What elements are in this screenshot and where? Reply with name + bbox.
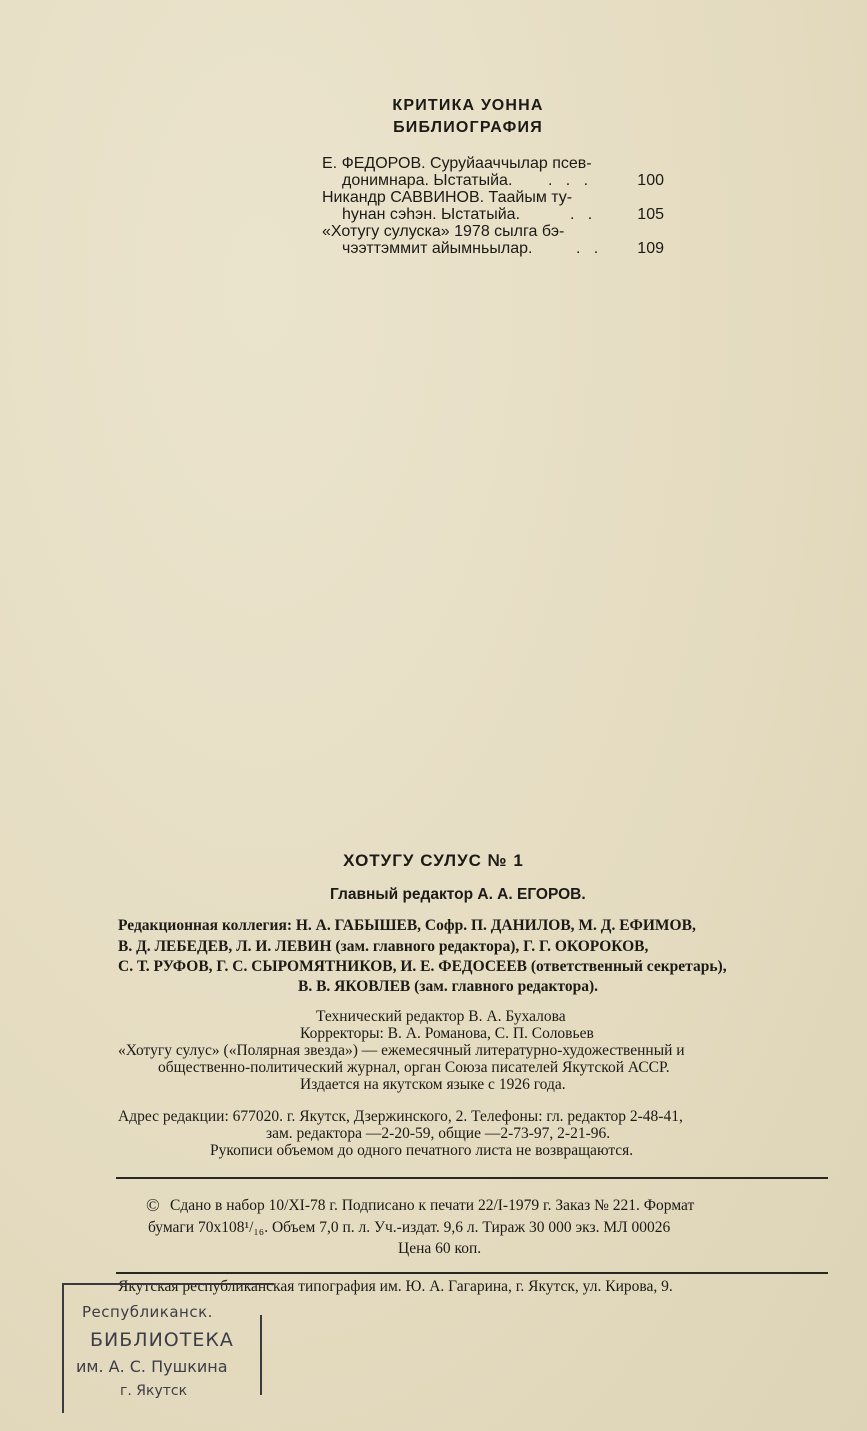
correctors: Корректоры: В. А. Романова, С. П. Соловьев — [300, 1025, 594, 1042]
toc-entry-3-line1: «Хотугу сулуска» 1978 сылга бэ- — [322, 223, 565, 240]
toc-entry-3-line2: чээттэммит айымньылар. — [342, 240, 533, 257]
divider-rule — [116, 1177, 828, 1179]
toc-entry-1-line1: Е. ФЕДОРОВ. Суруйааччылар псев- — [322, 155, 592, 172]
address-line1: Адрес редакции: 677020. г. Якутск, Дзержинского, 2. Телефоны: гл. редактор 2-48-41, — [118, 1108, 683, 1125]
address-line2: зам. редактора —2-20-59, общие —2-73-97, 2-21-96. — [266, 1125, 611, 1142]
board-line-2: В. Д. ЛЕБЕДЕВ, Л. И. ЛЕВИН (зам. главного редактора), Г. Г. ОКОРОКОВ, — [118, 938, 649, 955]
toc-leader: . . . — [548, 172, 589, 189]
imprint-line1: Сдано в набор 10/XI-78 г. Подписано к печати 22/I-1979 г. Заказ № 221. Формат — [170, 1197, 695, 1214]
journal-description-line3: Издается на якутском языке с 1926 года. — [300, 1076, 566, 1093]
toc-entry-2-line2: һунан сэһэн. Ыстатыйа. — [342, 206, 521, 223]
stamp-line2: БИБЛИОТЕКА — [90, 1329, 234, 1351]
board-line-4: В. В. ЯКОВЛЕВ (зам. главного редактора). — [298, 978, 598, 995]
manuscripts-note: Рукописи объемом до одного печатного листа не возвращаются. — [210, 1142, 634, 1159]
board-line-1: Редакционная коллегия: Н. А. ГАБЫШЕВ, Софр. П. ДАНИЛОВ, М. Д. ЕФИМОВ, — [118, 917, 696, 934]
section-title-line1: КРИТИКА УОННА — [392, 97, 544, 114]
toc-entry-3-page: 109 — [637, 240, 664, 257]
toc-entry-2-page: 105 — [637, 206, 664, 223]
board-line-3: С. Т. РУФОВ, Г. С. СЫРОМЯТНИКОВ, И. Е. ФЕДОСЕЕВ (ответственный секретарь), — [118, 958, 727, 975]
toc-entry-1-line2: донимнара. Ыстатыйа. — [342, 172, 513, 189]
stamp-line3: им. А. С. Пушкина — [76, 1357, 228, 1376]
issue-title: ХОТУГУ СУЛУС № 1 — [343, 851, 524, 870]
imprint-line2: бумаги 70х108¹/₁₆. Объем 7,0 п. л. Уч.-издат. 9,6 л. Тираж 30 000 экз. МЛ 00026 — [148, 1219, 671, 1236]
printer-line: Якутская республиканская типография им. Ю. А. Гагарина, г. Якутск, ул. Кирова, 9. — [118, 1278, 673, 1295]
toc-leader: . . — [576, 240, 599, 257]
price: Цена 60 коп. — [398, 1240, 482, 1257]
section-title-line2: БИБЛИОГРАФИЯ — [393, 119, 543, 136]
copyright-sign: © — [146, 1195, 160, 1215]
stamp-line4: г. Якутск — [120, 1383, 188, 1399]
stamp-line1: Республиканск. — [82, 1303, 213, 1321]
toc-leader: . . — [570, 206, 593, 223]
library-stamp — [62, 1283, 274, 1413]
journal-description-line2: общественно-политический журнал, орган Союза писателей Якутской АССР. — [158, 1059, 670, 1076]
toc-entry-2-line1: Никандр САВВИНОВ. Таайым ту- — [322, 189, 573, 206]
journal-description-line1: «Хотугу сулус» («Полярная звезда») — ежемесячный литературно-художественный и — [118, 1042, 685, 1059]
divider-rule — [116, 1272, 828, 1274]
tech-editor: Технический редактор В. А. Бухалова — [316, 1008, 566, 1025]
chief-editor: Главный редактор А. А. ЕГОРОВ. — [330, 886, 586, 903]
stamp-border — [260, 1315, 262, 1395]
toc-entry-1-page: 100 — [637, 172, 664, 189]
